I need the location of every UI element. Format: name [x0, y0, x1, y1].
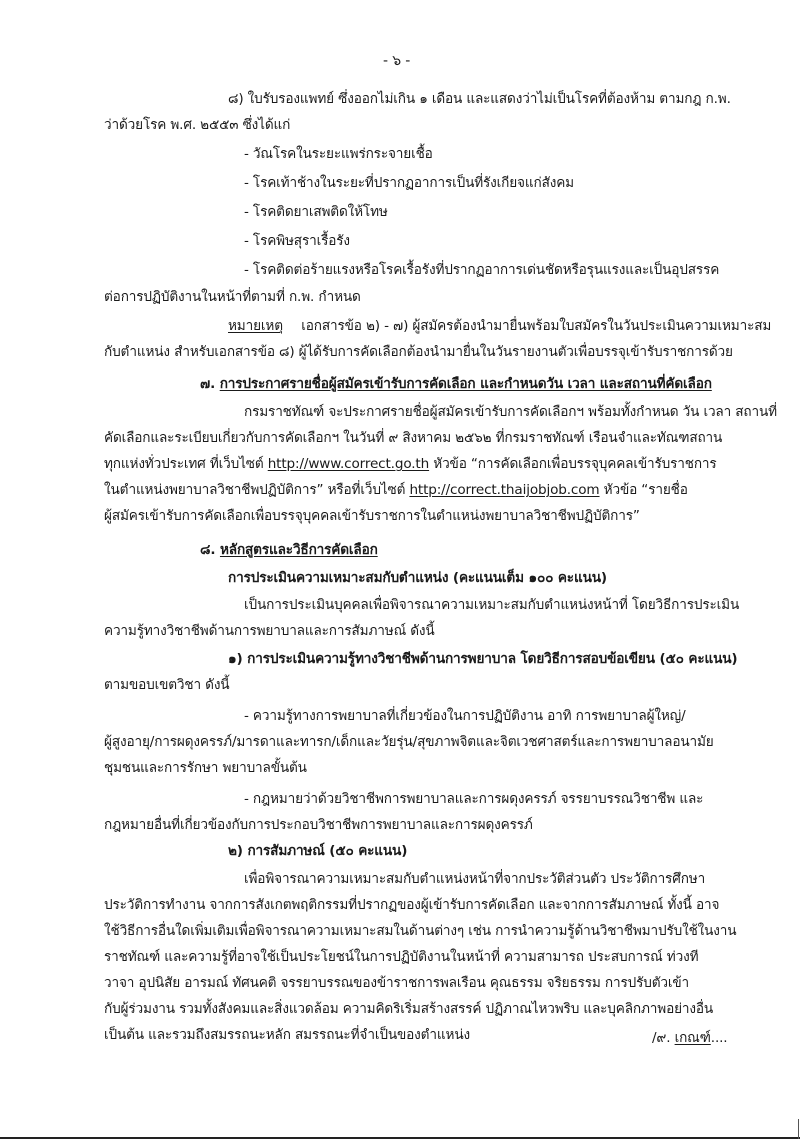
section7-line1: กรมราชทัณฑ์ จะประกาศรายชื่อผู้สมัครเข้ารับการคัดเลือกฯ พร้อมทั้งกำหนด วัน เวลา สถานที่	[244, 404, 777, 420]
scan-edge-mark	[798, 1119, 799, 1139]
part2-line: ใช้วิธีการอื่นใดเพิ่มเติมเพื่อพิจารณาความเหมาะสมในด้านต่างๆ เช่น การนำความรู้ด้านวิชาชีพมาปรับใช้ในงาน	[104, 923, 737, 939]
section7-line5: ผู้สมัครเข้ารับการคัดเลือกเพื่อบรรจุบุคคลเข้ารับราชการในตำแหน่งพยาบาลวิชาชีพปฏิบัติการ”	[104, 508, 640, 524]
note-text: เอกสารข้อ ๒) - ๗) ผู้สมัครต้องนำมายื่นพร้อมใบสมัครในวันประเมินความเหมาะสม	[301, 318, 772, 334]
section7-line4	[104, 480, 688, 500]
part2-line: เป็นต้น และรวมถึงสมรรถนะหลัก สมรรถนะที่จำเป็นของตำแหน่ง	[104, 1027, 470, 1043]
part2-line: ประวัติการทำงาน จากการสังเกตพฤติกรรมที่ปรากฏของผู้เข้ารับการคัดเลือก และจากการสัมภาษณ์ ทั้งนี้ อาจ	[104, 897, 720, 913]
section8-intro2: ความรู้ทางวิชาชีพด้านการพยาบาลและการสัมภาษณ์ ดังนี้	[104, 623, 435, 639]
part2-line: กับผู้ร่วมงาน รวมทั้งสังคมและสิ่งแวดล้อม ความคิดริเริ่มสร้างสรรค์ ปฏิภาณไหวพริบ และบุคลิกภาพอย่างอื่น	[104, 1001, 714, 1017]
thaijobjob-link[interactable]: http://correct.thaijobjob.com	[409, 482, 600, 498]
correct-go-th-link[interactable]: http://www.correct.go.th	[267, 456, 430, 472]
part1-bullet2-l2: กฎหมายอื่นที่เกี่ยวข้องกับการประกอบวิชาชีพการพยาบาลและการผดุงครรภ์	[104, 817, 533, 833]
section8-heading	[200, 540, 378, 560]
part2-line: ราชทัณฑ์ และความรู้ที่อาจใช้เป็นประโยชน์ในการปฏิบัติงานในหน้าที่ ความสามารถ ประสบการณ์ ท่วงที	[104, 949, 699, 965]
section8-title: หลักสูตรและวิธีการคัดเลือก	[219, 542, 378, 558]
section7-heading	[200, 374, 712, 394]
section8-intro1: เป็นการประเมินบุคคลเพื่อพิจารณาความเหมาะสมกับตำแหน่งหน้าที่ โดยวิธีการประเมิน	[244, 597, 740, 613]
note-label: หมายเหตุ	[228, 318, 283, 334]
part1-bullet1-l2: ผู้สูงอายุ/การผดุงครรภ์/มารดาและทารก/เด็กและวัยรุ่น/สุขภาพจิตและจิตเวชศาสตร์และการพยาบาลอนามัย	[104, 734, 714, 750]
disease-item: - โรคพิษสุราเรื้อรัง	[244, 233, 350, 249]
note-line1	[228, 316, 771, 336]
part2-line: เพื่อพิจารณาความเหมาะสมกับตำแหน่งหน้าที่จากประวัติส่วนตัว ประวัติการศึกษา	[244, 871, 706, 887]
item8-line1: ๘) ใบรับรองแพทย์ ซึ่งออกไม่เกิน ๑ เดือน และแสดงว่าไม่เป็นโรคที่ต้องห้าม ตามกฎ ก.พ.	[228, 91, 731, 107]
page-number: - ๖ -	[383, 53, 411, 69]
part2-heading: ๒) การสัมภาษณ์ (๕๐ คะแนน)	[228, 843, 408, 859]
text: หัวข้อ “รายชื่อ	[599, 482, 688, 498]
disease-item: - วัณโรคในระยะแพร่กระจายเชื้อ	[244, 146, 433, 162]
text: ในตำแหน่งพยาบาลวิชาชีพปฏิบัติการ” หรือที่เว็บไซต์	[104, 482, 410, 498]
part1-bullet2-l1: - กฎหมายว่าด้วยวิชาชีพการพยาบาลและการผดุงครรภ์ จรรยาบรรณวิชาชีพ และ	[244, 791, 704, 807]
disease-continuation: ต่อการปฏิบัติงานในหน้าที่ตามที่ ก.พ. กำหนด	[104, 289, 361, 305]
disease-item: - โรคติดยาเสพติดให้โทษ	[244, 204, 388, 220]
section7-line3	[104, 454, 717, 474]
text: หัวข้อ “การคัดเลือกเพื่อบรรจุบุคคลเข้ารับราชการ	[429, 456, 717, 472]
next-page-word: เกณฑ์	[674, 1030, 711, 1046]
section8-number: ๘.	[200, 542, 216, 558]
next-page-ellipsis: ....	[710, 1030, 728, 1046]
section7-number: ๗.	[200, 376, 216, 392]
text: ทุกแห่งทั่วประเทศ ที่เว็บไซต์	[104, 456, 268, 472]
part1-cont: ตามขอบเขตวิชา ดังนี้	[104, 677, 230, 693]
note-line2: กับตำแหน่ง สำหรับเอกสารข้อ ๘) ผู้ได้รับการคัดเลือกต้องนำมายื่นในวันรายงานตัวเพื่อบรรจุเข้ารับราชการด้วย	[104, 344, 733, 360]
item8-line2: ว่าด้วยโรค พ.ศ. ๒๕๕๓ ซึ่งได้แก่	[104, 117, 291, 133]
section8-subheading: การประเมินความเหมาะสมกับตำแหน่ง (คะแนนเต็ม ๑๐๐ คะแนน)	[228, 570, 607, 586]
part1-bullet1-l3: ชุมชนและการรักษา พยาบาลขั้นต้น	[104, 760, 307, 776]
section7-title: การประกาศรายชื่อผู้สมัครเข้ารับการคัดเลือก และกำหนดวัน เวลา และสถานที่คัดเลือก	[219, 376, 712, 392]
part1-heading: ๑) การประเมินความรู้ทางวิชาชีพด้านการพยาบาล โดยวิธีการสอบข้อเขียน (๕๐ คะแนน)	[228, 651, 738, 667]
disease-item: - โรคติดต่อร้ายแรงหรือโรคเรื้อรังที่ปรากฏอาการเด่นชัดหรือรุนแรงและเป็นอุปสรรค	[244, 262, 720, 278]
next-page-prefix: /๙.	[652, 1030, 675, 1046]
section7-line2: คัดเลือกและระเบียบเกี่ยวกับการคัดเลือกฯ ในวันที่ ๙ สิงหาคม ๒๕๖๒ ที่กรมราชทัณฑ์ เรือนจำและทัณฑสถาน	[104, 430, 723, 446]
disease-item: - โรคเท้าช้างในระยะที่ปรากฏอาการเป็นที่รังเกียจแก่สังคม	[244, 175, 574, 191]
next-page-marker	[652, 1028, 727, 1048]
part2-line: วาจา อุปนิสัย อารมณ์ ทัศนคติ จรรยาบรรณของข้าราชการพลเรือน คุณธรรม จริยธรรม การปรับตัวเข้า	[104, 975, 689, 991]
part1-bullet1-l1: - ความรู้ทางการพยาบาลที่เกี่ยวข้องในการปฏิบัติงาน อาทิ การพยาบาลผู้ใหญ่/	[244, 708, 686, 724]
